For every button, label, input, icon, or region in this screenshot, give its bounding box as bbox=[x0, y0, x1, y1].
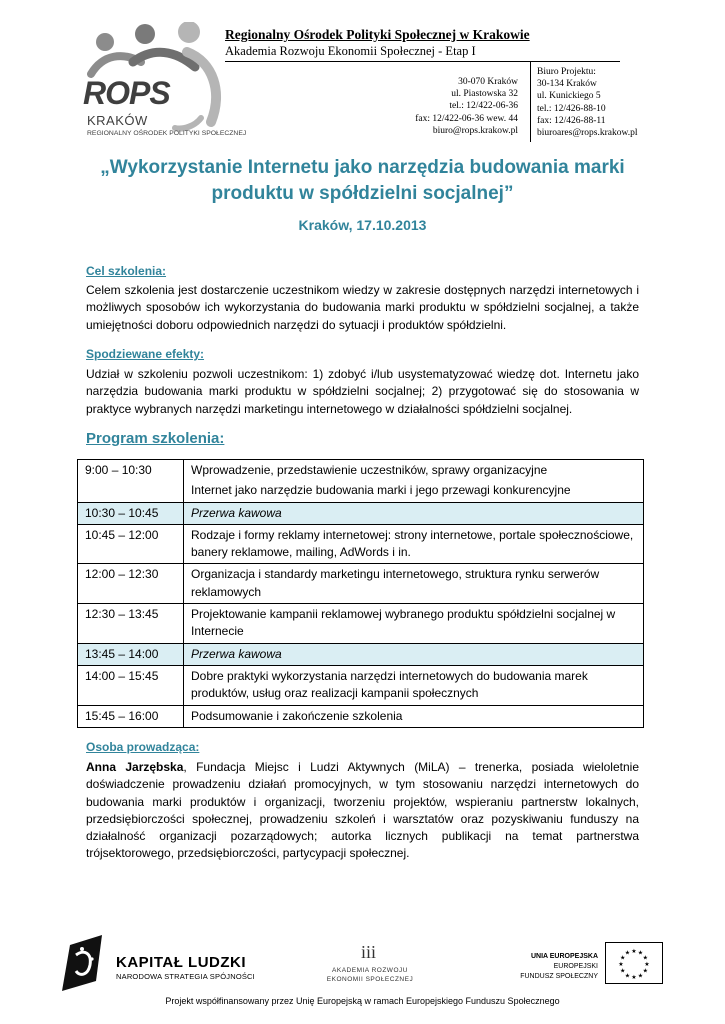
trainer-bio bbox=[86, 759, 639, 863]
program-activity bbox=[184, 643, 644, 665]
address-email: biuro@rops.krakow.pl bbox=[432, 125, 518, 136]
document-date: Kraków, 17.10.2013 bbox=[298, 217, 427, 233]
program-activity bbox=[184, 502, 644, 524]
address-line: fax: 12/422-06-36 wew. 44 bbox=[415, 113, 518, 124]
eu-star: ★ bbox=[624, 950, 631, 957]
address-line: 30-070 Kraków bbox=[458, 77, 518, 87]
program-table bbox=[77, 459, 644, 728]
program-row bbox=[78, 564, 644, 604]
program-time: 10:30 – 10:45 bbox=[78, 502, 184, 524]
address-main bbox=[400, 76, 518, 137]
address-line: ul. Kunickiego 5 bbox=[537, 91, 601, 102]
effects-heading: Spodziewane efekty: bbox=[86, 347, 205, 361]
ares-logo-line: AKADEMIA ROZWOJU bbox=[332, 967, 408, 974]
human-capital-subtitle: NARODOWA STRATEGIA SPÓJNOŚCI bbox=[116, 972, 255, 981]
eu-star: ★ bbox=[637, 973, 644, 980]
eu-star: ★ bbox=[642, 955, 648, 962]
human-capital-logo bbox=[62, 935, 104, 991]
eu-stars-icon bbox=[606, 943, 662, 983]
program-activity-line: Rodzaje i formy reklamy internetowej: strony internetowe, portale społecznościowe, banery reklamowe, mailing, AdWords i in. bbox=[191, 527, 634, 560]
address-divider bbox=[530, 62, 531, 142]
effects-text: Udział w szkoleniu pozwoli uczestnikom: 1) zdobyć i/lub usystematyzować wiedzę dot. Internetu jako narzędzia budowania marki produktu w spółdzielni socjalnej; 2) przygotować się do stosowania w praktyce wybranych narzędzi marketingu internetowego w działalności spółdzielni socjalnej. bbox=[86, 367, 639, 416]
program-row bbox=[78, 643, 644, 665]
eu-star: ★ bbox=[620, 955, 626, 962]
project-office-label: Biuro Projektu: bbox=[537, 67, 596, 77]
ares-logo-line: EKONOMII SPOŁECZNEJ bbox=[326, 976, 414, 983]
program-time: 12:00 – 12:30 bbox=[78, 564, 184, 604]
program-row bbox=[78, 524, 644, 564]
ares-logo-icon: iii bbox=[361, 942, 377, 962]
program-activity-line: Przerwa kawowa bbox=[191, 505, 282, 520]
program-activity-line: Podsumowanie i zakończenie szkolenia bbox=[191, 708, 403, 723]
program-time: 9:00 – 10:30 bbox=[78, 460, 184, 503]
ares-logo-text bbox=[325, 966, 415, 984]
project-office-address bbox=[537, 66, 637, 139]
human-capital-emblem-icon bbox=[62, 935, 104, 991]
program-heading: Program szkolenia: bbox=[86, 430, 225, 447]
eu-star: ★ bbox=[624, 973, 631, 980]
program-row bbox=[78, 665, 644, 705]
program-activity-line: Przerwa kawowa bbox=[191, 646, 282, 661]
header-divider bbox=[225, 61, 620, 62]
address-line: tel.: 12/426-88-10 bbox=[537, 103, 606, 114]
program-row bbox=[78, 705, 644, 727]
program-activity-line: Projektowanie kampanii reklamowej wybranego produktu spółdzielni socjalnej w Internecie bbox=[191, 607, 616, 639]
address-line: fax: 12/426-88-11 bbox=[537, 115, 606, 126]
rops-logo-subtitle: REGIONALNY OŚRODEK POLITYKI SPOŁECZNEJ bbox=[87, 130, 247, 137]
program-activity-line: Internet jako narzędzie budowania marki i jego przewagi konkurencyjne bbox=[191, 483, 571, 498]
program-activity bbox=[184, 665, 644, 705]
program-activity bbox=[184, 524, 644, 564]
eu-flag-icon bbox=[605, 942, 663, 984]
program-row bbox=[78, 604, 644, 644]
eu-star: ★ bbox=[631, 975, 637, 981]
program-time: 13:45 – 14:00 bbox=[78, 643, 184, 665]
header-org-name: Regionalny Ośrodek Polityki Społecznej w Krakowie bbox=[225, 27, 530, 42]
program-time: 12:30 – 13:45 bbox=[78, 604, 184, 644]
eu-label-line: FUNDUSZ SPOŁECZNY bbox=[520, 973, 598, 980]
program-activity bbox=[184, 604, 644, 644]
program-activity-line: Organizacja i standardy marketingu internetowego, struktura rynku serwerów reklamowych bbox=[191, 567, 600, 599]
header-academy: Akademia Rozwoju Ekonomii Społecznej - Etap I bbox=[225, 44, 476, 58]
document-title: „Wykorzystanie Internetu jako narzędzia budowania marki produktu w spółdzielni socjalnej” bbox=[100, 157, 625, 204]
eu-label-line: EUROPEJSKI bbox=[553, 963, 598, 970]
rops-logo-text: ROPS bbox=[83, 75, 170, 111]
eu-label-line: UNIA EUROPEJSKA bbox=[530, 953, 598, 960]
trainer-description: , Fundacja Miejsc i Ludzi Aktywnych (MiLA) – trenerka, posiada wieloletnie doświadczenie prowadzeniu działań promocyjnych, w tym stosowaniu narzędzi internetowych do budowania marki produktów i organizacji, tworzeniu projektów, wspieraniu partnerstw lokalnych, przedsiębiorczości społecznej, prowadzeniu szkoleń i warsztatów oraz pozyskiwaniu funduszy na działalność organizacji pozarządowych; autorka licznych publikacji na temat partnerstwa trójsektorowego, przedsiębiorczości, partycypacji społecznej. bbox=[86, 760, 639, 861]
goal-text: Celem szkolenia jest dostarczenie uczestnikom wiedzy w zakresie dostępnych narzędzi internetowych i możliwych sposobów ich wykorzystania do budowania marki produktu w spółdzielni socjalnej, a także umiejętności doboru odpowiednich narzędzi do sytuacji i produktów spółdzielni. bbox=[86, 283, 639, 332]
eu-star: ★ bbox=[618, 962, 624, 968]
eu-star: ★ bbox=[644, 962, 650, 968]
program-activity bbox=[184, 460, 644, 503]
eu-star: ★ bbox=[620, 968, 626, 975]
goal-heading: Cel szkolenia: bbox=[86, 264, 167, 278]
program-activity-line: Dobre praktyki wykorzystania narzędzi internetowych do budowania marek produktów, usług oraz realizacji kampanii społecznych bbox=[191, 668, 588, 701]
eu-star: ★ bbox=[631, 949, 637, 955]
eu-star: ★ bbox=[637, 950, 644, 957]
program-row bbox=[78, 502, 644, 524]
program-time: 15:45 – 16:00 bbox=[78, 705, 184, 727]
footer-funding-note: Projekt współfinansowany przez Unię Europejską w ramach Europejskiego Funduszu Społecznego bbox=[165, 996, 560, 1006]
trainer-name: Anna Jarzębska bbox=[86, 760, 184, 774]
eu-label bbox=[490, 952, 598, 982]
trainer-heading: Osoba prowadząca: bbox=[86, 740, 200, 754]
rops-logo-city: KRAKÓW bbox=[87, 113, 148, 128]
program-activity bbox=[184, 564, 644, 604]
program-activity-line: Wprowadzenie, przedstawienie uczestników, sprawy organizacyjne bbox=[191, 463, 548, 477]
address-line: 30-134 Kraków bbox=[537, 79, 597, 90]
address-line: tel.: 12/422-06-36 bbox=[449, 101, 518, 112]
program-time: 14:00 – 15:45 bbox=[78, 665, 184, 705]
eu-star: ★ bbox=[642, 968, 648, 975]
address-email: biuroares@rops.krakow.pl bbox=[537, 128, 638, 139]
program-row bbox=[78, 460, 644, 503]
program-time: 10:45 – 12:00 bbox=[78, 524, 184, 564]
human-capital-title: KAPITAŁ LUDZKI bbox=[116, 954, 247, 971]
program-activity bbox=[184, 705, 644, 727]
address-line: ul. Piastowska 32 bbox=[451, 89, 518, 100]
